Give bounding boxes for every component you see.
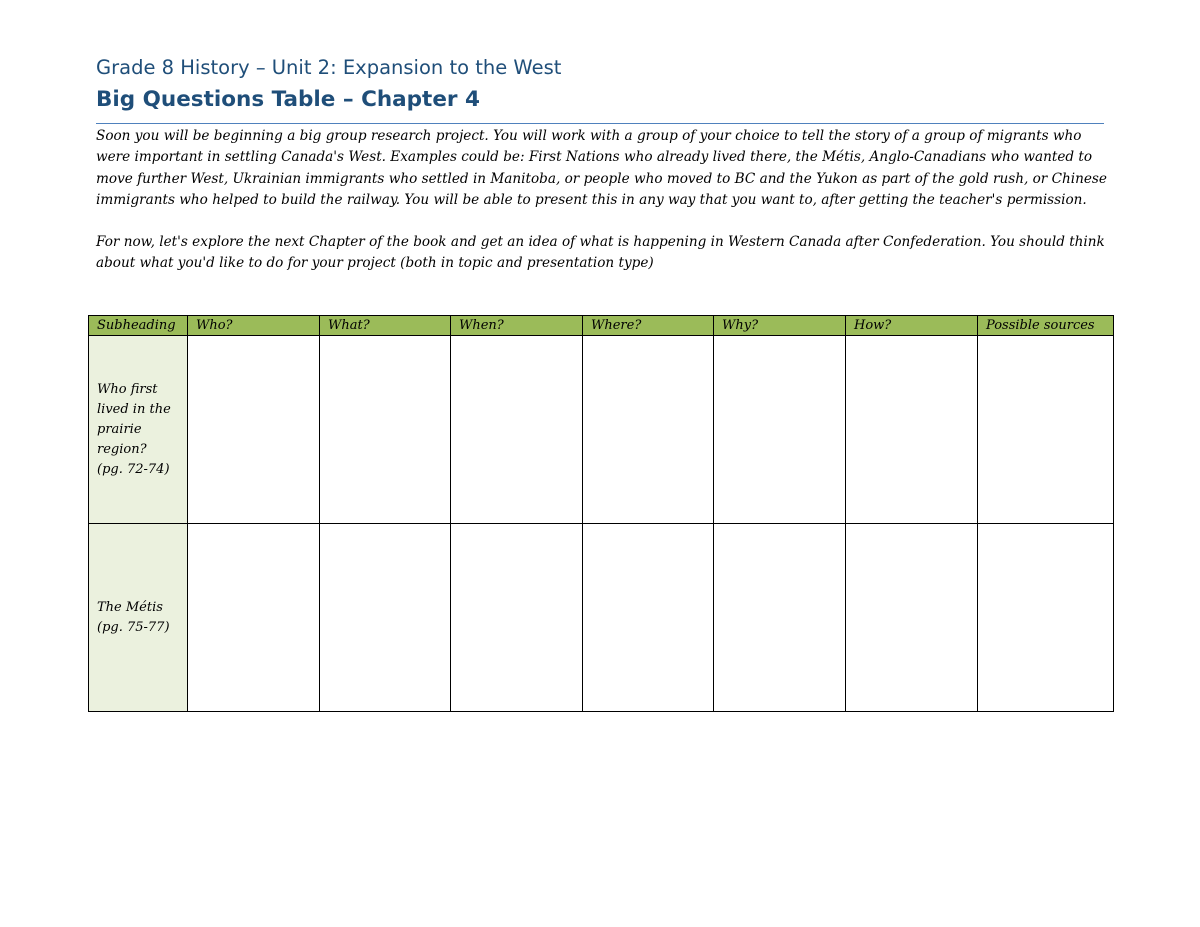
instructions-paragraph: Soon you will be beginning a big group research project. You will work with a group of your choice to tell the story of a group of migrants who were important in settling Canada's West. Examples could be: First Nations who already lived there, the Métis, Anglo-Canadians who wanted to move further West, Ukrainian immigrants who settled in Manitoba, or people who moved to BC and the Yukon as part of the gold rush, or Chinese immigrants who helped to build the railway. You will be able to present this in any way that you want to, after getting the teacher's permission. [96, 128, 1107, 208]
header-how: How? [846, 316, 978, 336]
table-header-row [89, 316, 1114, 336]
subheading-line: (pg. 75-77) [97, 619, 170, 635]
answer-cell-where[interactable] [583, 336, 714, 524]
answer-cell-why[interactable] [714, 336, 846, 524]
answer-cell-why[interactable] [714, 524, 846, 712]
table-row [89, 336, 1114, 524]
subheading-line: The Métis [97, 599, 163, 615]
answer-cell-when[interactable] [451, 336, 583, 524]
page-title: Big Questions Table – Chapter 4 [96, 87, 480, 112]
subheading-line: prairie [97, 421, 142, 437]
big-questions-table [88, 315, 1114, 712]
answer-cell-what[interactable] [320, 336, 451, 524]
header-possible-sources: Possible sources [978, 316, 1114, 336]
answer-cell-who[interactable] [188, 524, 320, 712]
header-what: What? [320, 316, 451, 336]
subheading-line: (pg. 72-74) [97, 461, 170, 477]
header-subheading: Subheading [89, 316, 188, 336]
title-divider [96, 123, 1104, 124]
answer-cell-how[interactable] [846, 524, 978, 712]
header-why: Why? [714, 316, 846, 336]
instructions-paragraph: For now, let's explore the next Chapter of the book and get an idea of what is happening in Western Canada after Confederation. You should think about what you'd like to do for your project (both in topic and presentation type) [96, 234, 1105, 272]
table-row [89, 524, 1114, 712]
answer-cell-where[interactable] [583, 524, 714, 712]
subheading-cell [89, 336, 188, 524]
subheading-cell [89, 524, 188, 712]
instructions [96, 126, 1108, 275]
answer-cell-who[interactable] [188, 336, 320, 524]
answer-cell-how[interactable] [846, 336, 978, 524]
header-where: Where? [583, 316, 714, 336]
answer-cell-when[interactable] [451, 524, 583, 712]
answer-cell-what[interactable] [320, 524, 451, 712]
unit-subtitle: Grade 8 History – Unit 2: Expansion to the West [96, 56, 562, 79]
answer-cell-sources[interactable] [978, 524, 1114, 712]
subheading-line: region? [97, 441, 147, 457]
header-who: Who? [188, 316, 320, 336]
header-when: When? [451, 316, 583, 336]
subheading-line: Who first [97, 381, 158, 397]
answer-cell-sources[interactable] [978, 336, 1114, 524]
subheading-line: lived in the [97, 401, 171, 417]
